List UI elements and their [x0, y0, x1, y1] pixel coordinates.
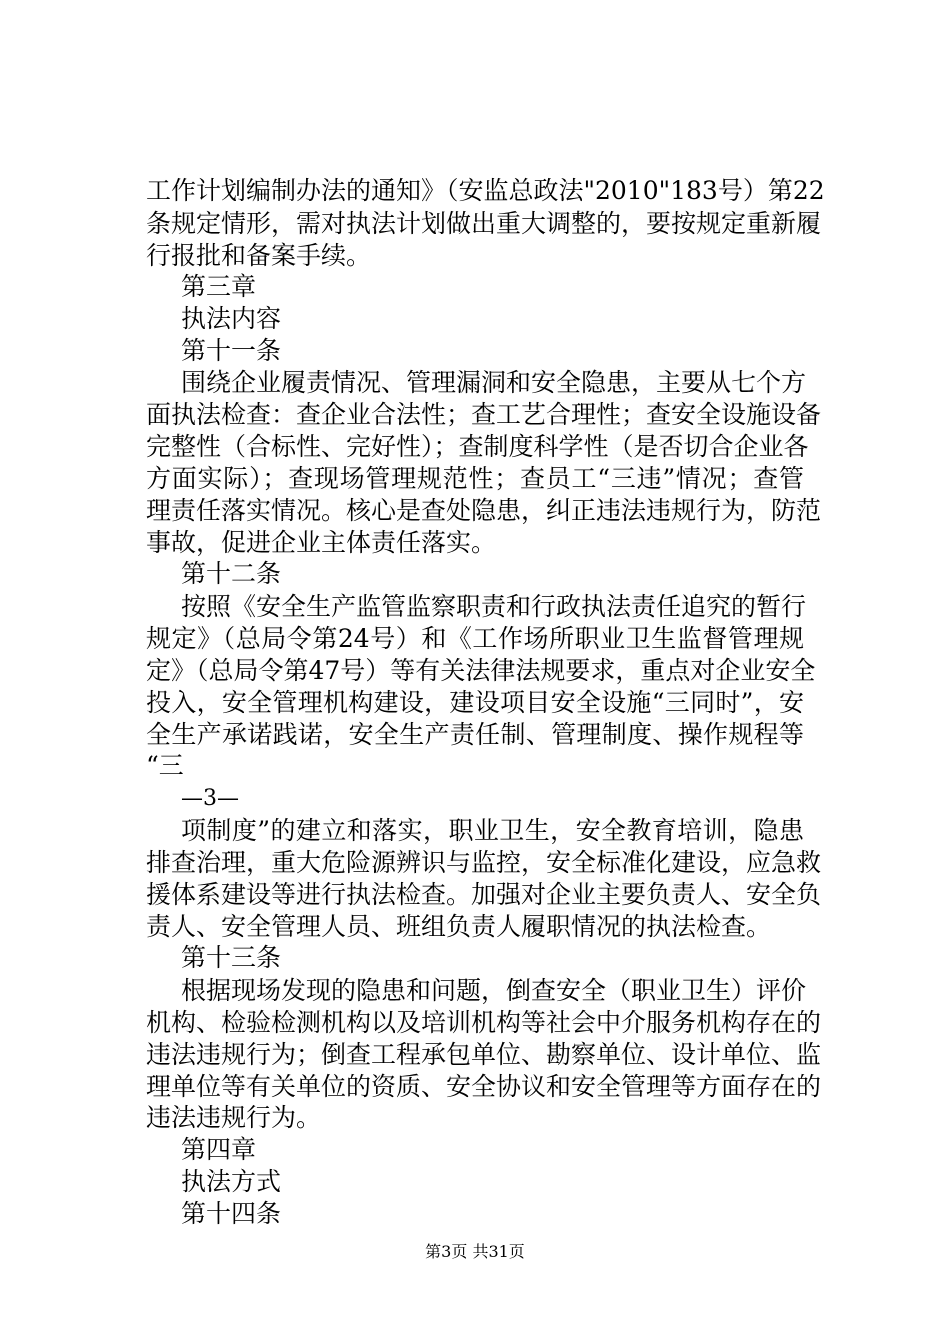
text-line: 全生产承诺践诺，安全生产责任制、管理制度、操作规程等	[146, 720, 804, 749]
text-line: 援体系建设等进行执法检查。加强对企业主要负责人、安全负	[146, 880, 822, 909]
chapter-title: 执法内容	[181, 304, 282, 333]
chapter-heading: 第三章	[181, 272, 257, 301]
chapter-title: 执法方式	[181, 1167, 282, 1196]
text-line: 面执法检查：查企业合法性；查工艺合理性；查安全设施设备	[146, 400, 822, 429]
text-line: 方面实际）；查现场管理规范性；查员工“三违”情况；查管	[146, 464, 804, 493]
text-line: 投入，安全管理机构建设，建设项目安全设施“三同时”，安	[146, 688, 804, 717]
chapter-heading: 第四章	[181, 1135, 257, 1164]
text-line: 责人、安全管理人员、班组负责人履职情况的执法检查。	[146, 912, 772, 941]
article-heading: 第十四条	[181, 1199, 282, 1228]
inline-page-number: —3—	[181, 786, 239, 811]
text-line: 工作计划编制办法的通知》（安监总政法"2010"183号）第22	[146, 176, 825, 205]
text-line: 排查治理，重大危险源辨识与监控，安全标准化建设，应急救	[146, 848, 822, 877]
text-line: 行报批和备案手续。	[146, 241, 372, 270]
text-line: 理责任落实情况。核心是查处隐患，纠正违法违规行为，防范	[146, 496, 822, 525]
text-line: 机构、检验检测机构以及培训机构等社会中介服务机构存在的	[146, 1008, 822, 1037]
text-line: 事故，促进企业主体责任落实。	[146, 528, 497, 557]
text-line: “三	[146, 751, 184, 780]
text-line: 条规定情形，需对执法计划做出重大调整的，要按规定重新履	[146, 209, 822, 238]
text-line: 理单位等有关单位的资质、安全协议和安全管理等方面存在的	[146, 1072, 822, 1101]
text-line: 违法违规行为；倒查工程承包单位、勘察单位、设计单位、监	[146, 1040, 822, 1069]
text-line: 根据现场发现的隐患和问题，倒查安全（职业卫生）评价	[181, 976, 807, 1005]
text-line: 违法违规行为。	[146, 1103, 322, 1132]
text-line: 按照《安全生产监管监察职责和行政执法责任追究的暂行	[181, 592, 807, 621]
text-line: 规定》（总局令第24号）和《工作场所职业卫生监督管理规	[146, 624, 804, 653]
page-footer: 第3页 共31页	[425, 1242, 525, 1261]
article-heading: 第十三条	[181, 943, 282, 972]
text-line: 项制度”的建立和落实，职业卫生，安全教育培训，隐患	[181, 816, 804, 845]
text-line: 围绕企业履责情况、管理漏洞和安全隐患，主要从七个方	[181, 368, 807, 397]
article-heading: 第十二条	[181, 559, 282, 588]
text-line: 完整性（合标性、完好性）；查制度科学性（是否切合企业各	[146, 432, 809, 461]
text-line: 定》（总局令第47号）等有关法律法规要求，重点对企业安全	[146, 656, 816, 685]
article-heading: 第十一条	[181, 336, 282, 365]
